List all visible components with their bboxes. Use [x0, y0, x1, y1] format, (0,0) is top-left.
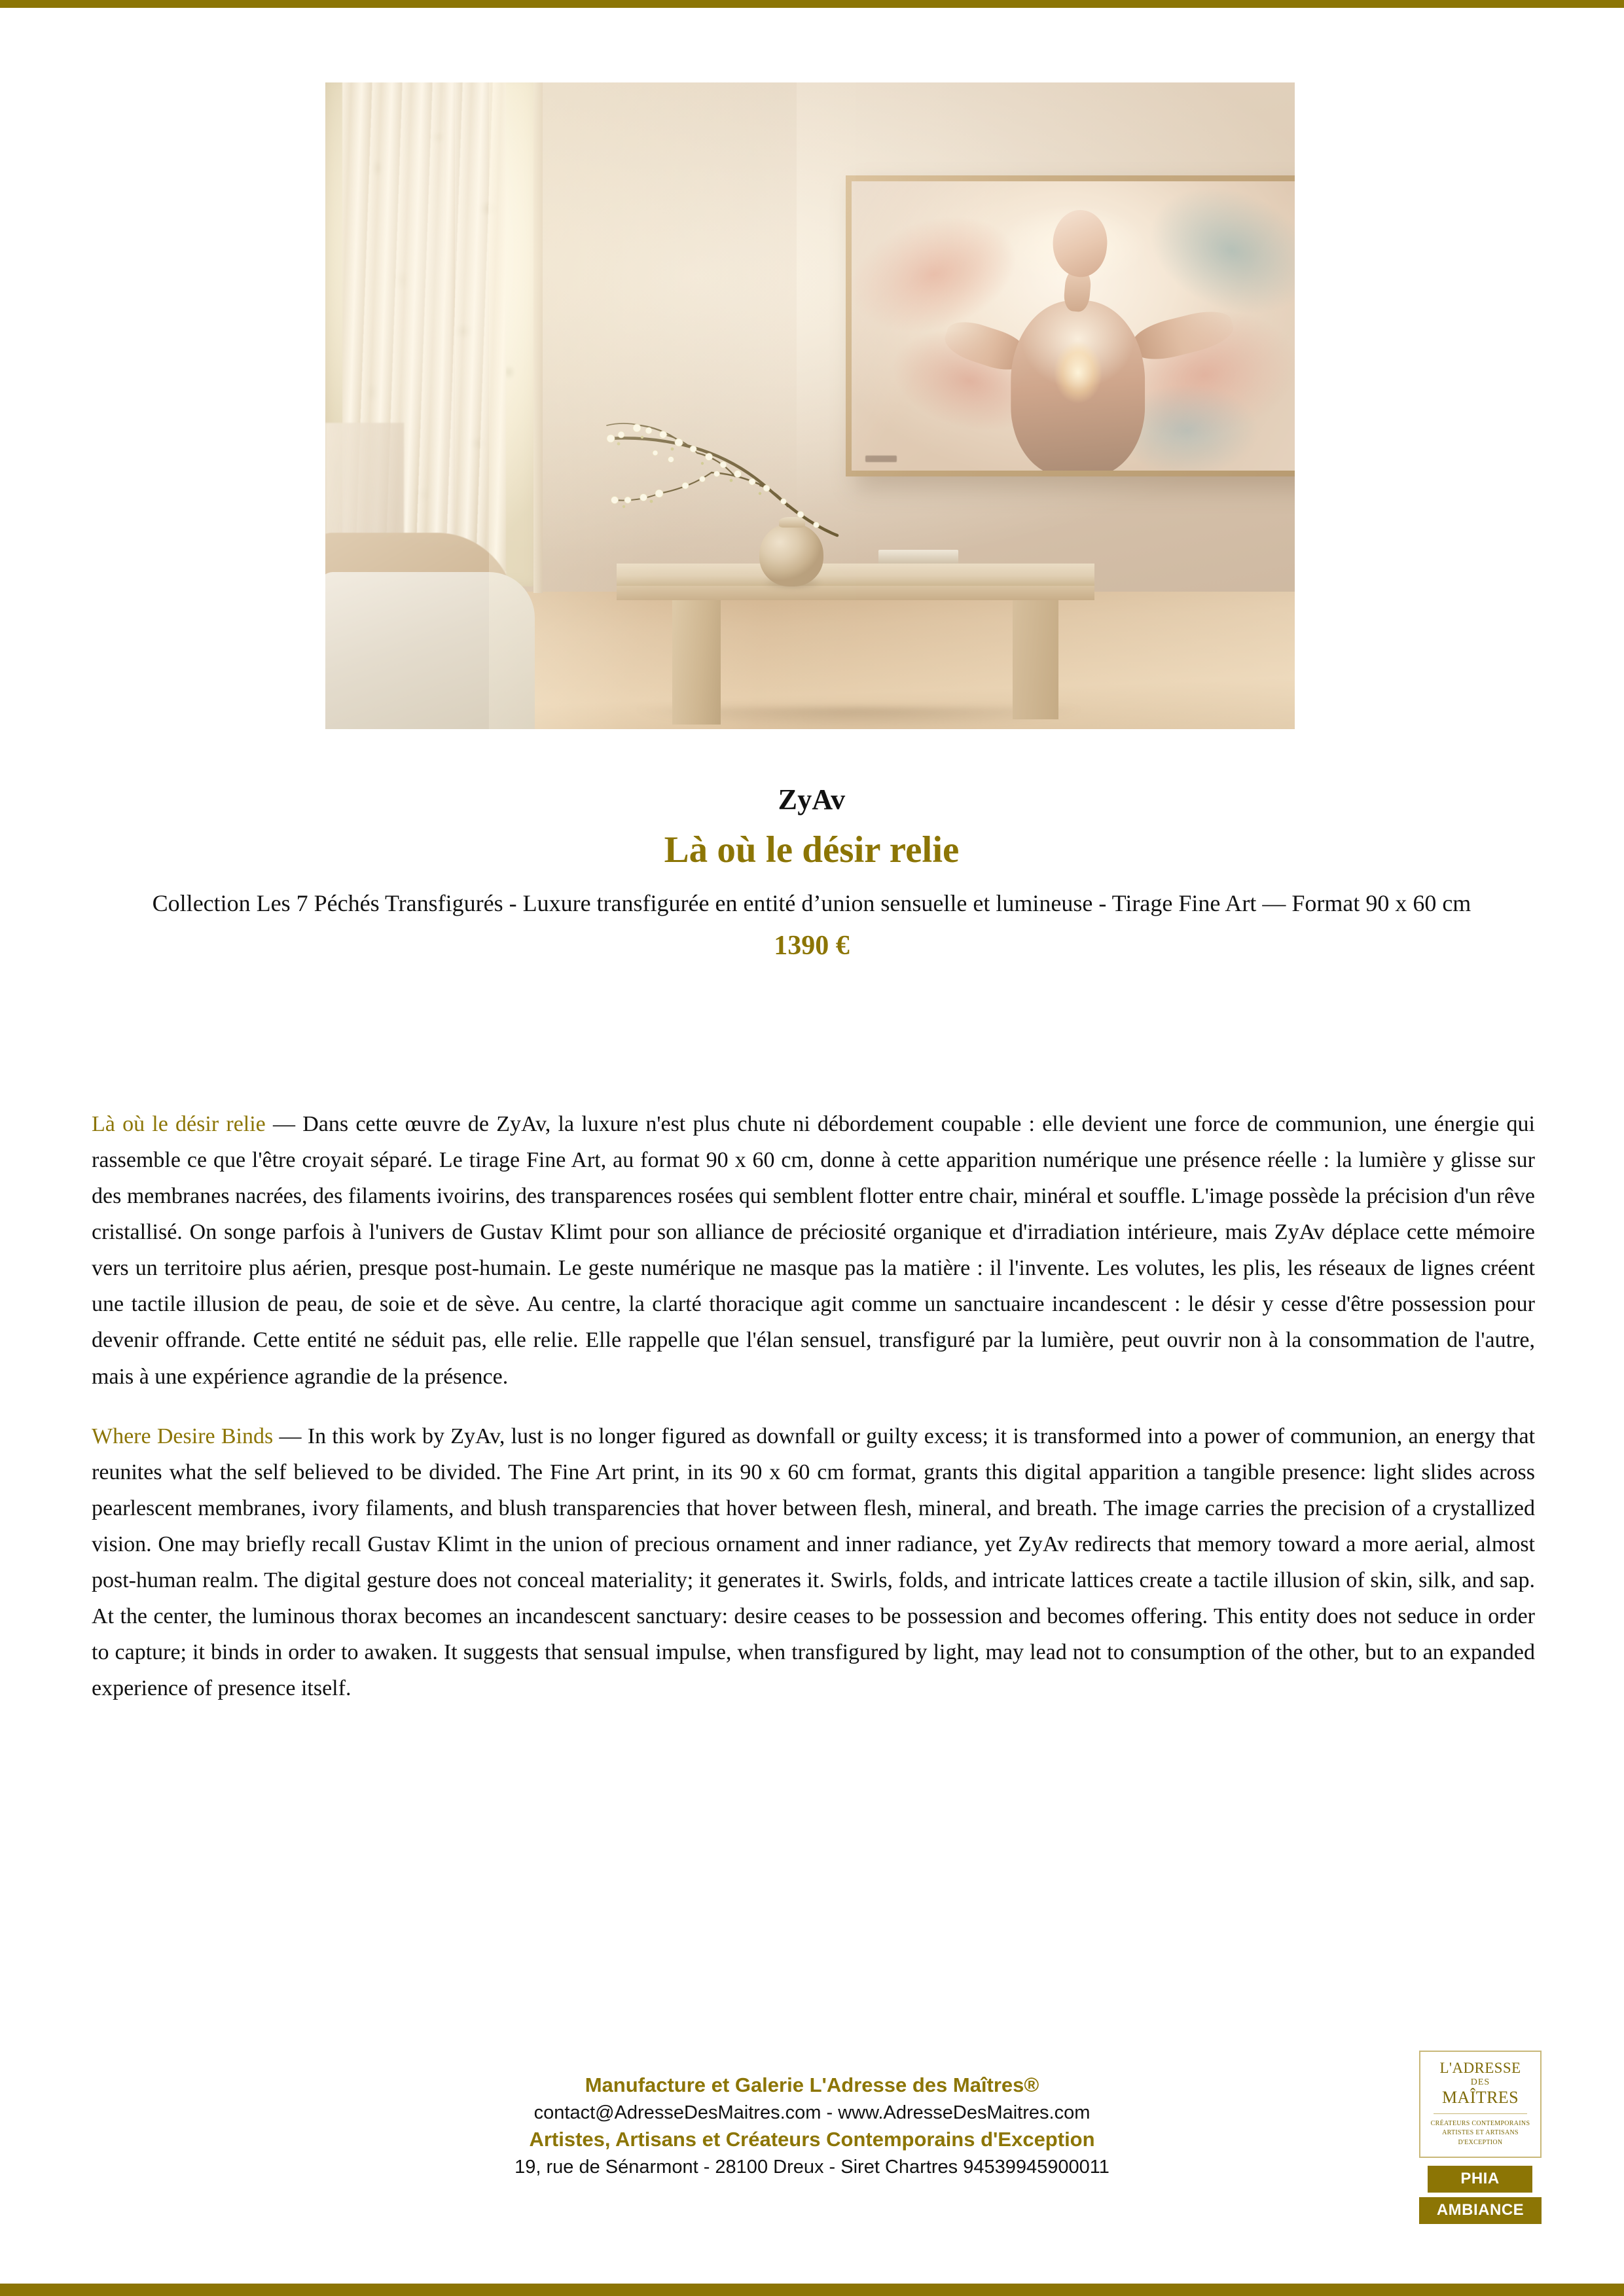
stacked-books: [878, 550, 958, 564]
window-frame-right: [533, 82, 543, 593]
bench-top: [617, 564, 1094, 586]
paragraph-french-text: Dans cette œuvre de ZyAv, la luxure n'est plus chute ni débordement coupable : elle devient une force de communion, une énergie qui rassemble ce que l'être croyait séparé. Le tirage Fine Art, au format 90 x 60 cm, donne à cette apparition numérique une présence réelle : la lumière y glisse sur des membranes nacrées, des filaments ivoirins, des transparences rosées qui semblent flotter entre chair, minéral et souffle. L'image possède la précision d'un rêve cristallisé. On songe parfois à l'univers de Gustav Klimt pour son alliance de préciosité organique et d'irradiation intérieure, mais ZyAv déplace cette mémoire vers un territoire plus aérien, presque post-humain. Le geste numérique ne masque pas la matière : il l'invente. Les volutes, les plis, les réseaux de lignes créent une tactile illusion de peau, de soie et de sève. Au centre, la clarté thoracique agit comme un sanctuaire incandescent : le désir y cesse d'être possession pour devenir offrande. Cette entité ne séduit pas, elle relie. Elle rappelle que l'élan sensuel, transfiguré par la lumière, peut ouvrir non à la consommation de l'autre, mais à une expérience agrandie de la présence.: [92, 1112, 1536, 1389]
footer-tagline: Artistes, Artisans et Créateurs Contemporains d'Exception: [529, 2127, 1095, 2151]
blossom-branch: [581, 397, 856, 547]
paragraph-english: [92, 1418, 1535, 1707]
paragraph-french: [92, 1106, 1535, 1395]
artwork-subtitle: Collection Les 7 Péchés Transfigurés - Luxure transfigurée en entité d’union sensuelle et lumineuse - Tirage Fine Art — Format 90 x 60 cm: [152, 890, 1471, 917]
brand-line-3: MAÎTRES: [1442, 2088, 1519, 2108]
footer-company-name: Manufacture et Galerie L'Adresse des Maîtres®: [585, 2073, 1039, 2096]
top-gold-rule: [0, 0, 1624, 8]
brand-subline-3: D'EXCEPTION: [1458, 2138, 1503, 2146]
footer-contact[interactable]: contact@AdresseDesMaitres.com - www.AdresseDesMaitres.com: [533, 2102, 1091, 2123]
brand-line-2: DES: [1470, 2077, 1490, 2088]
brand-tag-ambiance: AMBIANCE: [1419, 2197, 1542, 2224]
artist-name: ZyAv: [778, 783, 846, 816]
paragraph-french-lead: Là où le désir relie: [92, 1112, 266, 1136]
bench-leg-left: [672, 600, 721, 725]
artwork-glass-glare: [852, 181, 1295, 471]
paragraph-english-lead: Where Desire Binds: [92, 1424, 274, 1448]
brand-subline-2: ARTISTES ET ARTISANS: [1442, 2129, 1519, 2137]
brand-subline-1: CRÉATEURS CONTEMPORAINS: [1430, 2119, 1530, 2127]
artwork-room-photo: [325, 82, 1295, 729]
brand-divider: [1434, 2113, 1527, 2114]
description-body: [92, 1106, 1535, 1730]
brand-lockup: [1419, 2051, 1542, 2224]
paragraph-english-text: In this work by ZyAv, lust is no longer figured as downfall or guilty excess; it is transformed into a power of communion, an energy that reunites what the self believed to be divided. The Fine Art print, in its 90 x 60 cm format, grants this digital apparition a tangible presence: light slides across pearlescent membranes, ivory filaments, and blush transparencies that hover between flesh, mineral, and breath. The image carries the precision of a crystallized vision. One may briefly recall Gustav Klimt in the union of precious ornament and inner radiance, yet ZyAv redirects that memory toward a more aerial, almost post-human realm. The digital gesture does not conceal materiality; it generates it. Swirls, folds, and intricate lattices create a tactile illusion of skin, silk, and sap. At the center, the luminous thorax becomes an incandescent sanctuary: desire ceases to be possession and becomes offering. This entity does not seduce in order to capture; it binds in order to awaken. It suggests that sensual impulse, when transfigured by light, may lead not to consumption of the other, but to an expanded experience of presence itself.: [92, 1424, 1536, 1701]
artwork-canvas: [852, 181, 1295, 471]
title-block: [92, 781, 1532, 961]
bed-linen: [325, 572, 535, 729]
footer-address: 19, rue de Sénarmont - 28100 Dreux - Siret Chartres 94539945900011: [514, 2156, 1110, 2178]
bottom-gold-rule: [0, 2284, 1624, 2296]
page-footer: [0, 2072, 1624, 2180]
paragraph-french-dash: —: [265, 1112, 303, 1136]
bench-leg-right: [1013, 600, 1058, 719]
bench-apron: [617, 586, 1094, 600]
framed-artwork: [846, 175, 1295, 476]
artwork-price: 1390 €: [774, 930, 850, 961]
room-scene: [325, 82, 1295, 729]
paragraph-english-dash: —: [273, 1424, 308, 1448]
artwork-title: Là où le désir relie: [664, 829, 960, 870]
brand-tag-phia: PHIA: [1428, 2166, 1532, 2193]
brand-line-1: L'ADRESSE: [1439, 2060, 1521, 2076]
brand-card: [1419, 2051, 1542, 2158]
